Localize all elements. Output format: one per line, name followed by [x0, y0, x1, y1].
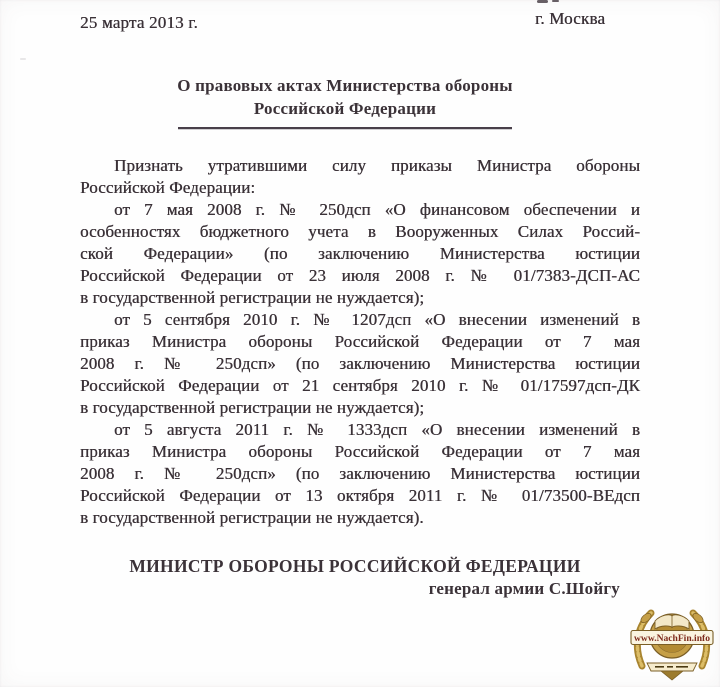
signature-name: генерал армии С.Шойгу: [428, 579, 620, 598]
scan-artifact: [537, 0, 548, 3]
document-date: 25 марта 2013 г.: [80, 13, 198, 32]
text-line: приказ Министра обороны Российской Федерации от 7 мая: [80, 442, 640, 461]
text-line: в государственной регистрации не нуждается);: [80, 288, 425, 307]
text-line: от 5 сентября 2010 г. № 1207дсп «О внесении изменений в: [114, 310, 640, 329]
document-body: [80, 155, 640, 529]
nachfin-watermark-emblem: [629, 600, 715, 686]
text-line: 2008 г. № 250дсп» (по заключению Министерства юстиции: [80, 354, 640, 373]
text-line: Российской Федерации от 23 июля 2008 г. № 01/7383-ДСП-АС: [80, 266, 640, 285]
document-place: г. Москва: [535, 9, 606, 28]
ribbon-banner: [631, 631, 713, 645]
title-line-1: О правовых актах Министерства обороны: [177, 76, 513, 95]
text-line: в государственной регистрации не нуждается).: [80, 508, 424, 527]
text-line: 2008 г. № 250дсп» (по заключению Министерства юстиции: [80, 464, 640, 483]
motto-ribbon: [647, 663, 697, 680]
paragraph: [80, 155, 640, 199]
text-line: ской Федерации» (по заключению Министерства юстиции: [80, 244, 640, 263]
watermark-site-text: www.NachFin.info: [634, 634, 711, 644]
text-line: Признать утратившими силу приказы Министра обороны: [114, 156, 640, 175]
text-line: особенностях бюджетного учета в Вооруженных Силах Россий-: [80, 222, 640, 241]
text-line: от 5 августа 2011 г. № 1333дсп «О внесении изменений в: [114, 420, 640, 439]
title-underline: [178, 127, 512, 129]
paragraph: [80, 199, 640, 309]
text-line: от 7 мая 2008 г. № 250дсп «О финансовом обеспечении и: [114, 200, 640, 219]
text-line: Российской Федерации от 21 сентября 2010 г. № 01/17597дсп-ДК: [80, 376, 640, 395]
text-line: в государственной регистрации не нуждается);: [80, 398, 425, 417]
scan-artifact: [20, 58, 26, 60]
title-line-2: Российской Федерации: [253, 99, 437, 118]
open-book-icon: [655, 615, 689, 629]
minister-signature-title: МИНИСТР ОБОРОНЫ РОССИЙСКОЙ ФЕДЕРАЦИИ: [129, 556, 581, 576]
document-title: [80, 74, 610, 129]
paragraph: [80, 309, 640, 419]
text-line: приказ Министра обороны Российской Федерации от 7 мая: [80, 332, 640, 351]
text-line: Российской Федерации от 13 октября 2011 г. № 01/73500-ВЕдсп: [80, 486, 640, 505]
text-line: Российской Федерации:: [80, 178, 256, 197]
paragraph: [80, 419, 640, 529]
scan-artifact: [552, 0, 559, 2]
